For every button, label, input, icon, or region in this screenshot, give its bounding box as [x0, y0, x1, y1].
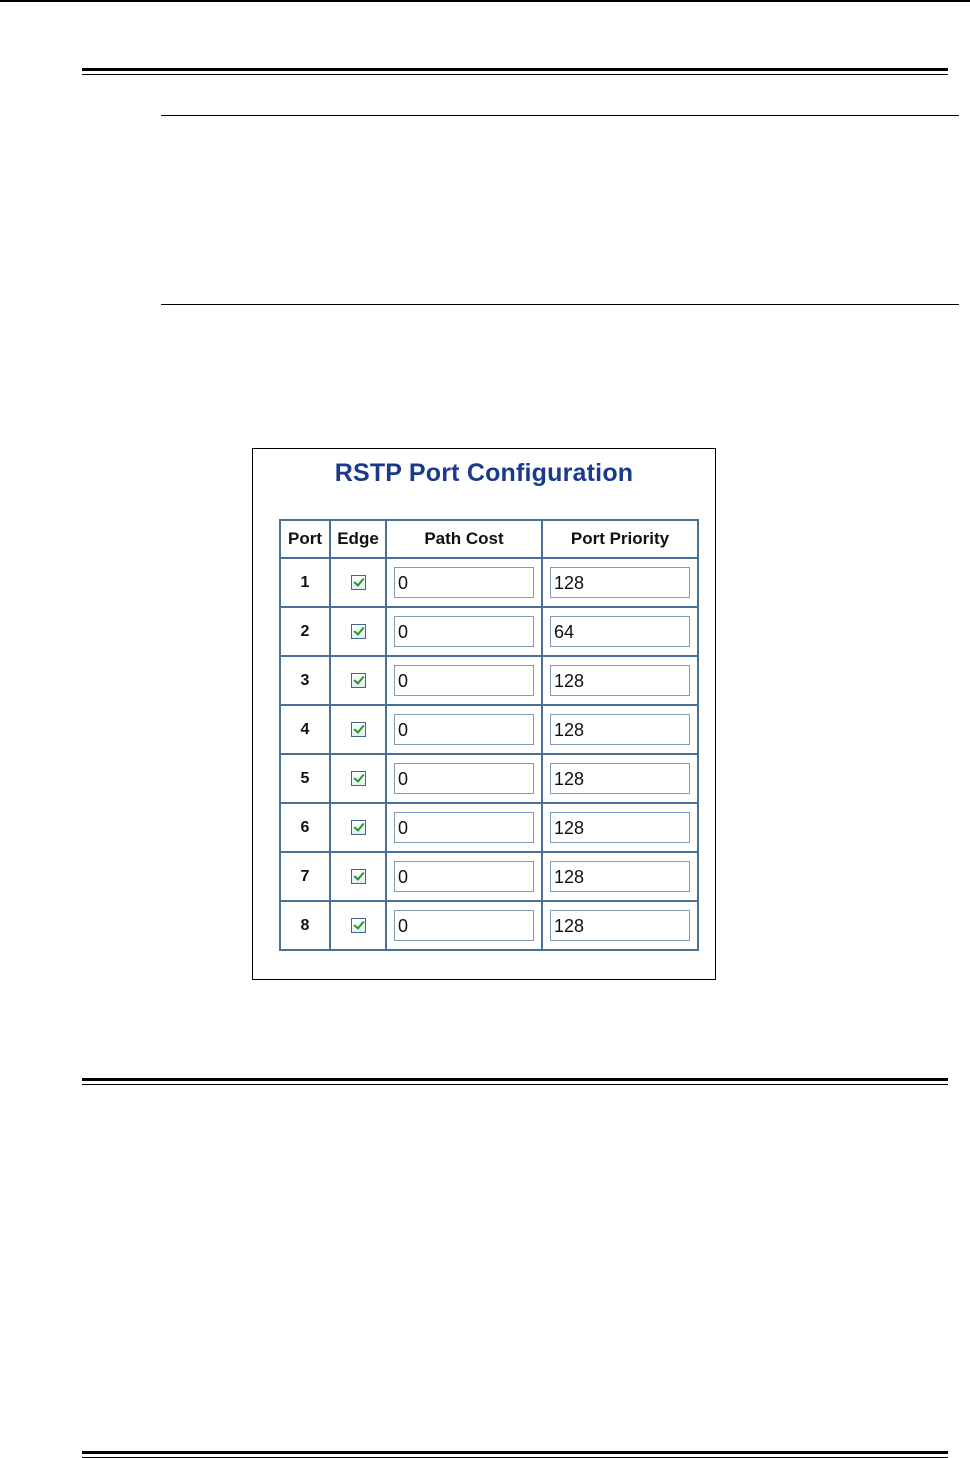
port-priority-cell — [542, 558, 698, 607]
port-priority-input[interactable]: 128 — [550, 812, 690, 843]
port-number: 1 — [300, 573, 310, 591]
checkmark-icon — [353, 575, 364, 587]
edge-checkbox[interactable] — [351, 624, 366, 639]
port-number: 8 — [300, 916, 310, 934]
edge-cell — [330, 901, 386, 950]
checkmark-icon — [353, 869, 364, 881]
edge-checkbox[interactable] — [351, 869, 366, 884]
table-row — [280, 852, 698, 901]
path-cost-input[interactable]: 0 — [394, 910, 534, 941]
port-priority-cell — [542, 754, 698, 803]
header-port: Port — [280, 520, 330, 558]
port-cell — [280, 901, 330, 950]
port-cell — [280, 803, 330, 852]
table-row — [280, 803, 698, 852]
path-cost-cell — [386, 852, 542, 901]
header-port-priority: Port Priority — [542, 520, 698, 558]
port-priority-input[interactable]: 128 — [550, 861, 690, 892]
port-cell — [280, 705, 330, 754]
header-edge: Edge — [330, 520, 386, 558]
port-number: 6 — [300, 818, 310, 836]
port-priority-cell — [542, 705, 698, 754]
port-cell — [280, 852, 330, 901]
edge-cell — [330, 607, 386, 656]
page-top-rule — [0, 0, 970, 2]
edge-checkbox[interactable] — [351, 918, 366, 933]
port-cell — [280, 558, 330, 607]
port-cell — [280, 754, 330, 803]
table-row — [280, 558, 698, 607]
table-row — [280, 656, 698, 705]
path-cost-cell — [386, 754, 542, 803]
footer-double-rule — [82, 1451, 948, 1458]
table-row — [280, 607, 698, 656]
edge-checkbox[interactable] — [351, 722, 366, 737]
edge-cell — [330, 705, 386, 754]
table-row — [280, 705, 698, 754]
port-priority-cell — [542, 852, 698, 901]
path-cost-cell — [386, 656, 542, 705]
port-priority-cell — [542, 656, 698, 705]
path-cost-cell — [386, 607, 542, 656]
header-double-rule — [82, 68, 948, 75]
path-cost-cell — [386, 803, 542, 852]
path-cost-input[interactable]: 0 — [394, 763, 534, 794]
path-cost-cell — [386, 705, 542, 754]
port-priority-input[interactable]: 128 — [550, 567, 690, 598]
port-priority-cell — [542, 901, 698, 950]
port-priority-input[interactable]: 128 — [550, 665, 690, 696]
port-number: 3 — [300, 671, 310, 689]
path-cost-cell — [386, 558, 542, 607]
path-cost-input[interactable]: 0 — [394, 714, 534, 745]
edge-checkbox[interactable] — [351, 575, 366, 590]
table-row — [280, 901, 698, 950]
path-cost-input[interactable]: 0 — [394, 665, 534, 696]
edge-checkbox[interactable] — [351, 673, 366, 688]
port-priority-input[interactable]: 128 — [550, 763, 690, 794]
path-cost-input[interactable]: 0 — [394, 567, 534, 598]
table-row — [280, 754, 698, 803]
checkmark-icon — [353, 771, 364, 783]
section-double-rule — [82, 1078, 948, 1085]
rstp-port-table — [279, 519, 699, 951]
port-priority-cell — [542, 607, 698, 656]
port-priority-input[interactable]: 128 — [550, 714, 690, 745]
edge-cell — [330, 852, 386, 901]
section-rule-top — [161, 115, 959, 116]
path-cost-cell — [386, 901, 542, 950]
edge-cell — [330, 803, 386, 852]
port-number: 4 — [300, 720, 310, 738]
port-number: 5 — [300, 769, 310, 787]
edge-cell — [330, 656, 386, 705]
table-header-row — [280, 520, 698, 558]
port-cell — [280, 656, 330, 705]
header-path-cost: Path Cost — [386, 520, 542, 558]
section-rule-bottom — [161, 304, 959, 305]
path-cost-input[interactable]: 0 — [394, 812, 534, 843]
checkmark-icon — [353, 918, 364, 930]
edge-cell — [330, 558, 386, 607]
port-number: 2 — [300, 622, 310, 640]
checkmark-icon — [353, 624, 364, 636]
port-cell — [280, 607, 330, 656]
port-number: 7 — [300, 867, 310, 885]
port-priority-cell — [542, 803, 698, 852]
edge-cell — [330, 754, 386, 803]
edge-checkbox[interactable] — [351, 820, 366, 835]
edge-checkbox[interactable] — [351, 771, 366, 786]
path-cost-input[interactable]: 0 — [394, 616, 534, 647]
port-priority-input[interactable]: 128 — [550, 910, 690, 941]
panel-title: RSTP Port Configuration — [334, 459, 634, 487]
checkmark-icon — [353, 722, 364, 734]
rstp-port-configuration-panel — [252, 448, 716, 980]
path-cost-input[interactable]: 0 — [394, 861, 534, 892]
checkmark-icon — [353, 673, 364, 685]
checkmark-icon — [353, 820, 364, 832]
port-priority-input[interactable]: 64 — [550, 616, 690, 647]
